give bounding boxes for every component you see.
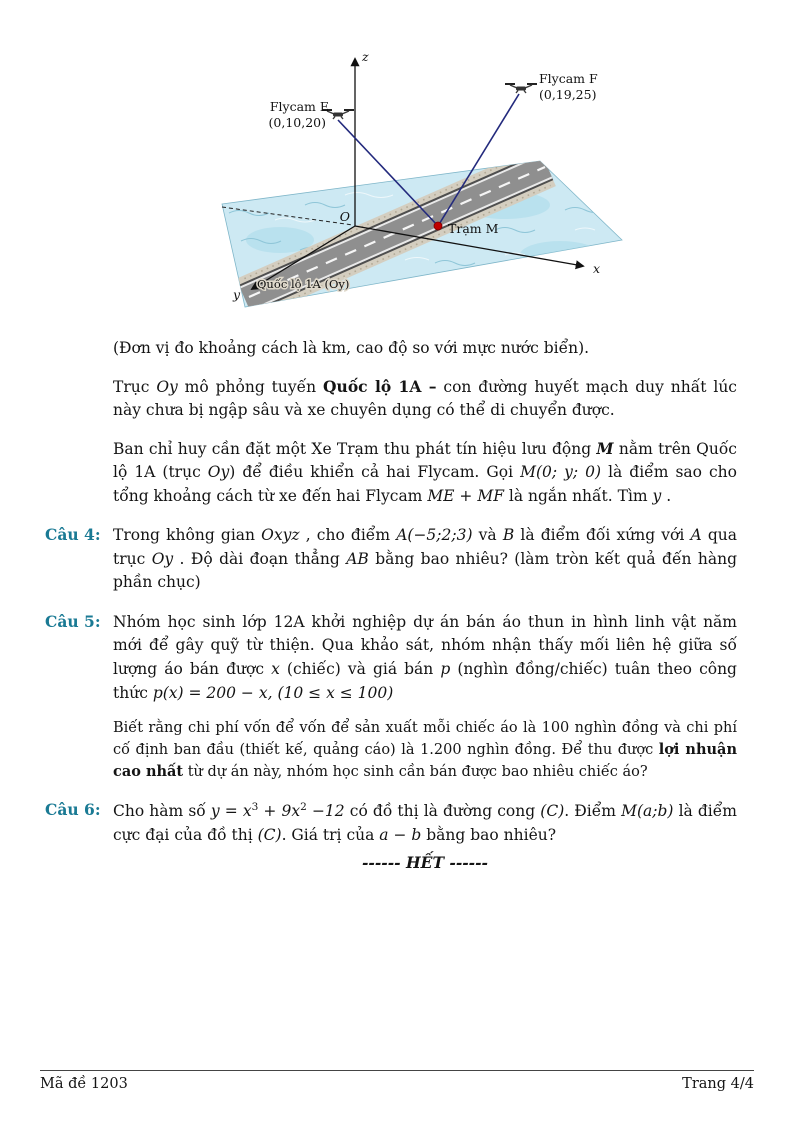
math-run: x xyxy=(271,660,280,679)
math-run: + 9x xyxy=(258,802,301,821)
text-run: (chiếc) và giá bán xyxy=(279,660,441,679)
flycam-e-label: Flycam E xyxy=(269,99,329,114)
question-6-label: Câu 6: xyxy=(45,800,101,820)
math-run: (C) xyxy=(257,825,282,844)
text-run: con đường huyết mạch duy nhất lúc này chưa bị ngập sâu và xe chuyên dụng có thể di chuyển được. xyxy=(113,377,737,420)
text-run: Trong không gian xyxy=(113,526,262,545)
flycam-f-coords: (0,19,25) xyxy=(539,87,597,102)
text-run: . Độ dài đoạn thẳng xyxy=(173,549,347,568)
question-4-label: Câu 4: xyxy=(45,525,101,545)
text-run: là ngắn nhất. Tìm xyxy=(503,486,653,505)
text-run: qua trục xyxy=(113,526,738,568)
text-run: (nghìn đồng/chiếc) tuân theo công thức xyxy=(113,660,737,702)
question-6 xyxy=(45,799,738,847)
math-run: p(x) = 200 − x, xyxy=(152,683,273,702)
text-run: có đồ thị là đường cong xyxy=(344,802,541,821)
exam-code: Mã đề 1203 xyxy=(40,1076,128,1092)
question-5-paragraph-1 xyxy=(113,611,737,705)
text-run: nằm trên Quốc lộ 1A (trục xyxy=(113,439,737,482)
bold-run: Quốc lộ 1A – xyxy=(323,376,437,396)
text-run: . Giá trị của xyxy=(281,825,380,844)
exponent: 2 xyxy=(300,801,307,814)
origin-label: O xyxy=(339,209,350,224)
question-4 xyxy=(45,524,738,595)
math-run: M xyxy=(596,438,614,458)
axis-x-label: x xyxy=(593,261,601,276)
math-run: p xyxy=(440,660,451,679)
text-run: . Điểm xyxy=(564,802,622,821)
math-run: a − b xyxy=(379,825,422,844)
math-run: y = x xyxy=(210,802,252,821)
text-run: , cho điểm xyxy=(299,526,397,545)
unit-note: (Đơn vị đo khoảng cách là km, cao độ so với mực nước biển). xyxy=(113,339,590,357)
paragraph-station xyxy=(113,437,737,509)
text-run: Biết rằng chi phí vốn để vốn để sản xuất mỗi chiếc áo là 100 nghìn đồng và chi phí cố định ban đầu (thiết kế, quảng cáo) là 1.200 nghìn đồng. Để thu được xyxy=(113,720,737,759)
math-run: Oy xyxy=(151,549,174,568)
text-run: mô phỏng tuyến xyxy=(177,377,324,396)
exponent: 3 xyxy=(251,801,259,814)
text-run: Nhóm học sinh lớp 12A khởi nghiệp dự án bán áo thun in hình linh vật năm mới để gây quỹ từ thiện. Qua khảo sát, nhóm nhận thấy mối liên hệ giữa số lượng áo bán được xyxy=(113,612,737,679)
page-number: Trang 4/4 xyxy=(682,1076,754,1092)
math-run: (10 ≤ x ≤ 100) xyxy=(277,683,394,702)
text-run: là điểm sao cho tổng khoảng cách từ xe đến hai Flycam xyxy=(113,463,737,505)
page-footer xyxy=(40,1070,754,1092)
question-5 xyxy=(45,611,737,783)
math-run: Oxyz xyxy=(261,526,300,545)
math-run: M(a;b) xyxy=(621,802,674,821)
station-marker xyxy=(434,222,442,230)
text-run: Trục xyxy=(113,377,157,396)
content xyxy=(45,337,738,873)
flycam-f-label: Flycam F xyxy=(539,71,598,86)
math-run: −12 xyxy=(306,802,345,821)
math-run: ME + MF xyxy=(427,486,504,505)
water-patch xyxy=(520,241,600,269)
text-run: ) để điều khiển cả hai Flycam. Gọi xyxy=(229,463,521,482)
text-run: và xyxy=(472,526,503,545)
question-5-text xyxy=(113,611,737,783)
math-run: y xyxy=(652,486,662,505)
text-run: là điểm đối xứng với xyxy=(514,526,691,545)
figure-svg xyxy=(205,45,630,317)
road-name-label: Quốc lộ 1A (Oy) xyxy=(257,277,350,291)
text-run: Ban chỉ huy cần đặt một Xe Trạm thu phát tín hiệu lưu động xyxy=(113,439,597,458)
end-marker: ------ HẾT ------ xyxy=(362,853,488,873)
math-run: Oy xyxy=(207,463,230,482)
drone-f-icon xyxy=(505,84,537,93)
flycam-e-coords: (0,10,20) xyxy=(268,115,326,130)
math-run: Oy xyxy=(156,377,178,396)
question-6-text xyxy=(113,799,737,847)
math-run: B xyxy=(502,526,515,545)
math-run: M(0; y; 0) xyxy=(520,463,602,482)
text-run: bằng bao nhiêu? xyxy=(421,825,557,844)
question-5-paragraph-2 xyxy=(113,717,737,783)
text-run: Cho hàm số xyxy=(113,802,211,821)
axis-z-label: z xyxy=(362,49,369,64)
question-4-text xyxy=(113,524,737,595)
math-run: A(−5;2;3) xyxy=(396,526,473,545)
question-5-label: Câu 5: xyxy=(45,611,101,631)
math-run: (C) xyxy=(540,802,565,821)
math-run: A xyxy=(690,526,702,545)
text-run: bằng bao nhiêu? (làm tròn kết quả đến hàng phần chục) xyxy=(113,549,738,592)
text-run: . xyxy=(661,486,672,505)
math-run: AB xyxy=(346,549,369,568)
figure-3d-coordinate xyxy=(205,45,630,317)
text-run: là điểm cực đại của đồ thị xyxy=(113,802,738,844)
axis-y-label: y xyxy=(233,287,241,302)
text-run: từ dự án này, nhóm học sinh cần bán được bao nhiêu chiếc áo? xyxy=(183,764,648,781)
station-label: Trạm M xyxy=(448,221,499,236)
paragraph-highway xyxy=(113,375,737,423)
bold-run: lợi nhuận cao nhất xyxy=(113,741,737,781)
